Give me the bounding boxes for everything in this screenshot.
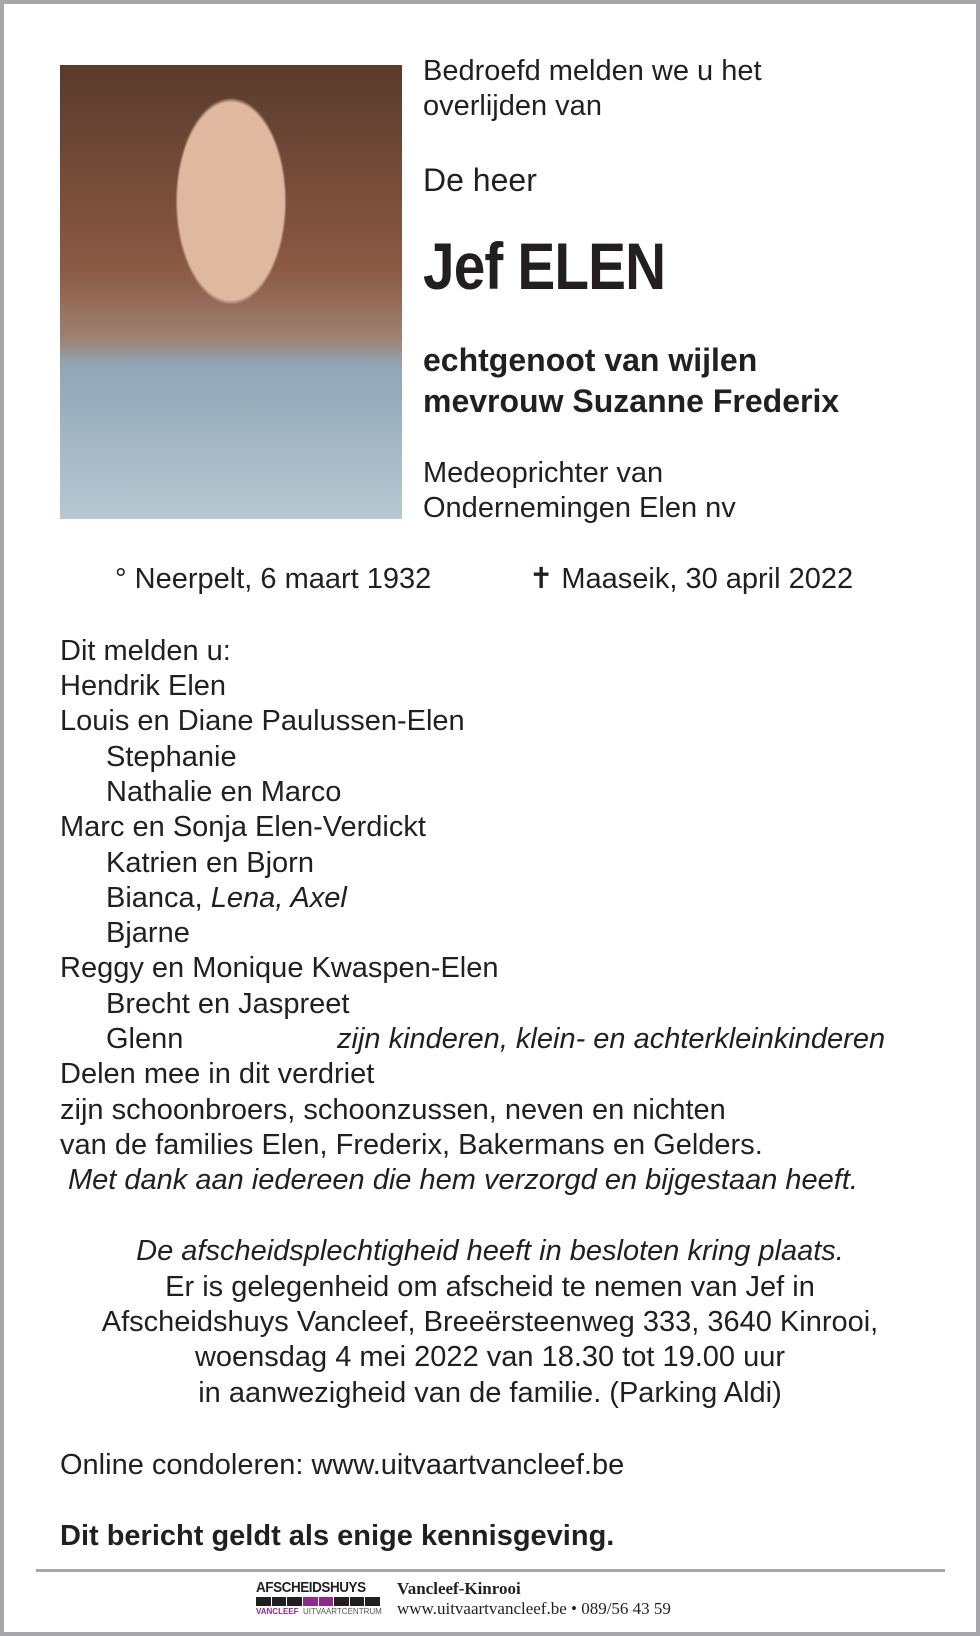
share-line-3: van de families Elen, Frederix, Bakermans en Gelders. bbox=[60, 1129, 763, 1161]
ceremony-line-4: in aanwezigheid van de familie. (Parking Aldi) bbox=[198, 1377, 782, 1409]
birth-info: ° Neerpelt, 6 maart 1932 bbox=[115, 563, 432, 595]
family-line: Hendrik Elen bbox=[60, 670, 227, 702]
role-line-1: Medeoprichter van bbox=[423, 457, 664, 489]
footer-divider bbox=[36, 1569, 945, 1572]
family-line: Louis en Diane Paulussen-Elen bbox=[60, 705, 465, 737]
role-line-2: Ondernemingen Elen nv bbox=[423, 492, 736, 524]
death-info: ✝ Maaseik, 30 april 2022 bbox=[529, 563, 854, 595]
share-line-1: Delen mee in dit verdriet bbox=[60, 1058, 375, 1090]
share-line-2: zijn schoonbroers, schoonzussen, neven en nichten bbox=[60, 1094, 726, 1126]
portrait-photo bbox=[60, 65, 402, 519]
ceremony-italic: De afscheidsplechtigheid heeft in besloten kring plaats. bbox=[136, 1235, 844, 1267]
footer-company: Vancleef-Kinrooi bbox=[397, 1579, 521, 1598]
online-condolences: Online condoleren: www.uitvaartvancleef.be bbox=[60, 1449, 625, 1481]
family-line: Reggy en Monique Kwaspen-Elen bbox=[60, 952, 499, 984]
bianca-name: Bianca, bbox=[106, 882, 203, 914]
thanks-line: Met dank aan iedereen die hem verzorgd en bijgestaan heeft. bbox=[68, 1164, 858, 1196]
family-intro: Dit melden u: bbox=[60, 635, 231, 667]
intro-line-2: overlijden van bbox=[423, 90, 602, 122]
footer-contact: www.uitvaartvancleef.be • 089/56 43 59 bbox=[397, 1599, 671, 1618]
ceremony-line-1: Er is gelegenheid om afscheid te nemen van Jef in bbox=[165, 1271, 815, 1303]
ceremony-line-3: woensdag 4 mei 2022 van 18.30 tot 19.00 uur bbox=[194, 1341, 786, 1373]
title: De heer bbox=[423, 162, 537, 198]
spouse-line-2: mevrouw Suzanne Frederix bbox=[423, 383, 840, 419]
ceremony-line-2: Afscheidshuys Vancleef, Breeërsteenweg 333, 3640 Kinrooi, bbox=[101, 1306, 879, 1338]
family-relation: zijn kinderen, klein- en achterkleinkinderen bbox=[337, 1023, 886, 1055]
logo-right: UITVAARTCENTRUM bbox=[302, 1607, 382, 1616]
notice: Dit bericht geldt als enige kennisgeving. bbox=[60, 1520, 615, 1552]
family-line: Nathalie en Marco bbox=[106, 776, 342, 808]
logo-wordmark: AFSCHEIDSHUYS bbox=[256, 1579, 366, 1596]
spouse-line-1: echtgenoot van wijlen bbox=[423, 342, 758, 378]
family-line: Marc en Sonja Elen-Verdickt bbox=[60, 811, 426, 843]
logo-bars bbox=[256, 1597, 380, 1606]
intro-line-1: Bedroefd melden we u het bbox=[423, 55, 762, 87]
family-line: Bjarne bbox=[106, 917, 190, 949]
family-line: Brecht en Jaspreet bbox=[106, 988, 350, 1020]
funeral-home-logo bbox=[256, 1580, 380, 1617]
family-line-bianca bbox=[106, 881, 347, 916]
bianca-children: Lena, Axel bbox=[210, 882, 347, 914]
family-line: Glenn bbox=[106, 1023, 184, 1055]
deceased-name: Jef ELEN bbox=[423, 229, 666, 303]
family-line: Katrien en Bjorn bbox=[106, 847, 314, 879]
family-line: Stephanie bbox=[106, 741, 237, 773]
logo-left: VANCLEEF bbox=[256, 1607, 299, 1616]
